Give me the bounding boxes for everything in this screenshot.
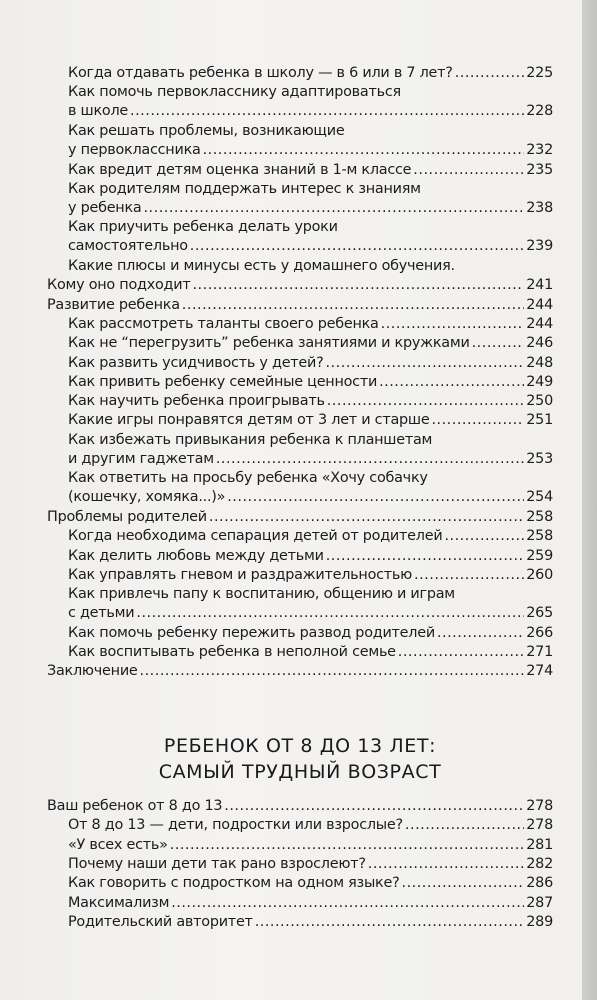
toc-leader-dots (255, 913, 525, 932)
toc-entry (68, 411, 553, 430)
toc-entry-title: Проблемы родителей (47, 508, 207, 525)
toc-leader-dots (444, 527, 524, 546)
toc-leader-dots (381, 315, 525, 334)
toc-page-number: 278 (526, 798, 553, 814)
toc-entry-title: Как рассмотреть таланты своего ребенка (68, 315, 379, 332)
toc-page-number: 282 (526, 855, 553, 872)
toc-leader-dots (455, 64, 525, 83)
section-heading-line1: РЕБЕНОК ОТ 8 ДО 13 ЛЕТ: (163, 735, 437, 757)
toc-entry-title: Развитие ребенка (47, 296, 180, 313)
toc-entry-title: у первоклассника (68, 141, 201, 158)
toc-leader-dots (227, 488, 524, 507)
section-heading-line2: САМЫЙ ТРУДНЫЙ ВОЗРАСТ (158, 761, 442, 783)
toc-leader-dots (171, 894, 524, 913)
toc-entry (68, 527, 553, 546)
toc-page-number: 235 (526, 161, 553, 178)
toc-entry-line (68, 816, 553, 835)
toc-entry (68, 180, 553, 218)
toc-entry-title: Когда необходима сепарация детей от родителей (68, 528, 443, 545)
toc-page-number: 271 (526, 644, 553, 660)
toc-entry-title: Как родителям поддержать интерес к знаниям (68, 180, 421, 197)
toc-page-number: 258 (526, 508, 553, 525)
toc-entry (47, 508, 553, 527)
toc-entry-line (68, 102, 553, 121)
toc-entry (68, 836, 553, 855)
toc-entry (68, 315, 553, 334)
toc-page-number: 286 (526, 875, 553, 892)
toc-entry-line (47, 508, 553, 527)
section-heading (47, 733, 553, 785)
toc-entry-title: с детьми (68, 605, 135, 622)
toc-page-number: 248 (526, 354, 553, 371)
toc-entry-title: (кошечку, хомяка...)» (68, 489, 226, 506)
toc-entry-line (47, 797, 553, 816)
toc-page-number: 287 (526, 894, 553, 911)
table-of-contents (47, 0, 553, 1000)
toc-entry (68, 218, 553, 256)
toc-page-number: 258 (526, 528, 553, 545)
toc-leader-dots (140, 662, 525, 681)
toc-page-number: 278 (526, 817, 553, 834)
toc-entry (68, 122, 553, 160)
toc-leader-dots (216, 450, 524, 469)
toc-page-number: 259 (526, 547, 553, 564)
toc-leader-dots (224, 797, 524, 816)
toc-entry-title: Как вредит детям оценка знаний в 1-м классе (68, 161, 412, 178)
toc-entry-title: Заключение (47, 663, 138, 680)
toc-entry-title: «У всех есть» (68, 836, 168, 853)
toc-page-number: 251 (526, 412, 553, 429)
toc-entry (68, 624, 553, 643)
toc-entry-line (68, 64, 553, 83)
toc-entry-line (68, 83, 553, 102)
toc-leader-dots (136, 604, 524, 623)
toc-leader-dots (143, 199, 524, 218)
toc-entry-line (68, 585, 553, 604)
toc-page-number: 238 (526, 199, 553, 216)
toc-entry-line (68, 836, 553, 855)
toc-entry-line (68, 874, 553, 893)
toc-page-number: 281 (526, 836, 553, 853)
toc-entry (68, 643, 553, 662)
toc-entry-line (68, 315, 553, 334)
toc-entry-title: От 8 до 13 — дети, подростки или взрослые? (68, 817, 403, 834)
toc-leader-dots (405, 816, 524, 835)
toc-entry (68, 257, 553, 276)
toc-entry-line (68, 218, 553, 237)
toc-entry (68, 83, 553, 121)
toc-page-number: 265 (526, 605, 553, 622)
toc-entry-title: в школе (68, 103, 129, 120)
toc-leader-dots (413, 161, 524, 180)
toc-entry-title: и другим гаджетам (68, 450, 214, 467)
toc-entry (68, 334, 553, 353)
toc-entry-line (68, 527, 553, 546)
toc-entry-line (68, 469, 553, 488)
toc-entry-title: у ребенка (68, 199, 142, 216)
toc-entry-line (68, 122, 553, 141)
toc-leader-dots (368, 855, 525, 874)
toc-entry-line (68, 257, 553, 276)
toc-entry-line (47, 276, 553, 295)
toc-entry-line (68, 488, 553, 507)
toc-leader-dots (326, 547, 525, 566)
toc-entry-line (68, 643, 553, 662)
toc-entry (47, 797, 553, 816)
toc-leader-dots (190, 237, 525, 256)
toc-entry (68, 354, 553, 373)
toc-entry-title: Ваш ребенок от 8 до 13 (47, 798, 223, 814)
toc-entry-line (68, 180, 553, 199)
toc-page-number: 274 (526, 663, 553, 680)
toc-page-number: 225 (526, 65, 553, 81)
toc-entry-title: Как избежать привыкания ребенка к планшетам (68, 431, 433, 448)
toc-entry-title: Как научить ребенка проигрывать (68, 393, 325, 410)
toc-entry-title: Как помочь ребенку пережить развод родителей (68, 624, 435, 641)
toc-leader-dots (402, 874, 525, 893)
toc-entry (68, 874, 553, 893)
toc-entry-title: Какие игры понравятся детям от 3 лет и старше (68, 412, 430, 429)
toc-entry (68, 392, 553, 411)
toc-leader-dots (437, 624, 524, 643)
toc-entry-line (68, 411, 553, 430)
toc-entry-title: Как воспитывать ребенка в неполной семье (68, 644, 396, 660)
toc-leader-dots (398, 643, 525, 662)
toc-entry-line (68, 547, 553, 566)
toc-entry-line (68, 199, 553, 218)
toc-page-number: 254 (526, 489, 553, 506)
toc-entry-line (68, 450, 553, 469)
toc-page-number: 241 (526, 277, 553, 294)
toc-entry-title: Кому оно подходит (47, 277, 191, 294)
toc-entry-title: Когда отдавать ребенка в школу — в 6 или в 7 лет? (68, 65, 453, 81)
toc-entry (68, 373, 553, 392)
toc-entry-title: Какие плюсы и минусы есть у домашнего обучения. (68, 258, 455, 274)
toc-entry (47, 276, 553, 295)
toc-page-number: 249 (526, 373, 553, 390)
toc-page-number: 260 (526, 566, 553, 583)
toc-entry-line (68, 161, 553, 180)
toc-entry-line (68, 894, 553, 913)
toc-leader-dots (414, 566, 524, 585)
toc-leader-dots (327, 392, 525, 411)
toc-entry (68, 894, 553, 913)
toc-entry-line (68, 431, 553, 450)
toc-entry (68, 64, 553, 83)
toc-leader-dots (472, 334, 525, 353)
toc-entry (68, 585, 553, 623)
toc-entry-line (68, 237, 553, 256)
toc-page-number: 244 (526, 315, 553, 332)
toc-entry-title: Как делить любовь между детьми (68, 547, 324, 564)
toc-entry-title: Как развить усидчивость у детей? (68, 354, 324, 371)
toc-leader-dots (431, 411, 524, 430)
toc-entry (47, 662, 553, 681)
toc-entry-line (68, 354, 553, 373)
toc-entry-title: Как управлять гневом и раздражительностью (68, 566, 413, 583)
toc-entry (68, 431, 553, 469)
toc-leader-dots (379, 373, 524, 392)
toc-page-number: 250 (526, 393, 553, 410)
toc-entry-title: самостоятельно (68, 238, 188, 255)
toc-entry-line (68, 604, 553, 623)
toc-entry-title: Как помочь первокласснику адаптироваться (68, 84, 401, 101)
toc-page-number: 246 (526, 335, 553, 352)
toc-page-number: 228 (526, 103, 553, 120)
toc-entry-title: Как приучить ребенка делать уроки (68, 219, 338, 236)
toc-entry (68, 566, 553, 585)
toc-entry-line (47, 296, 553, 315)
toc-leader-dots (182, 296, 524, 315)
toc-entry (68, 469, 553, 507)
toc-page-number: 239 (526, 238, 553, 255)
toc-entry-title: Максимализм (68, 894, 170, 911)
toc-entry-title: Как ответить на просьбу ребенка «Хочу собачку (68, 470, 428, 487)
toc-leader-dots (203, 141, 525, 160)
toc-leader-dots (192, 276, 524, 295)
toc-leader-dots (326, 354, 525, 373)
toc-leader-dots (130, 102, 524, 121)
toc-entry-title: Как говорить с подростком на одном языке? (68, 875, 400, 892)
toc-page-number: 244 (526, 296, 553, 313)
toc-entry-line (68, 913, 553, 932)
toc-entry-line (68, 392, 553, 411)
toc-entry (68, 855, 553, 874)
toc-entry (47, 296, 553, 315)
toc-leader-dots (170, 836, 525, 855)
toc-entry-line (68, 141, 553, 160)
toc-entry-line (68, 855, 553, 874)
toc-entry-title: Почему наши дети так рано взрослеют? (68, 855, 366, 872)
toc-page-number: 266 (526, 624, 553, 641)
toc-entry-line (68, 624, 553, 643)
toc-entry-title: Как привлечь папу к воспитанию, общению и играм (68, 586, 455, 603)
toc-entry-line (68, 566, 553, 585)
toc-page-number: 232 (526, 141, 553, 158)
toc-entry-line (68, 373, 553, 392)
toc-entry-title: Как не “перегрузить” ребенка занятиями и кружками (68, 335, 470, 352)
toc-page-number: 289 (526, 913, 553, 930)
toc-entry (68, 816, 553, 835)
toc-entry-title: Родительский авторитет (68, 913, 253, 930)
toc-entry (68, 547, 553, 566)
toc-entry-title: Как привить ребенку семейные ценности (68, 373, 378, 390)
toc-entry-title: Как решать проблемы, возникающие (68, 122, 345, 139)
toc-entry (68, 161, 553, 180)
toc-entry-line (68, 334, 553, 353)
toc-entry-line (47, 662, 553, 681)
book-binding-edge (582, 0, 597, 1000)
toc-leader-dots (209, 508, 524, 527)
toc-page-number: 253 (526, 450, 553, 467)
toc-entry (68, 913, 553, 932)
